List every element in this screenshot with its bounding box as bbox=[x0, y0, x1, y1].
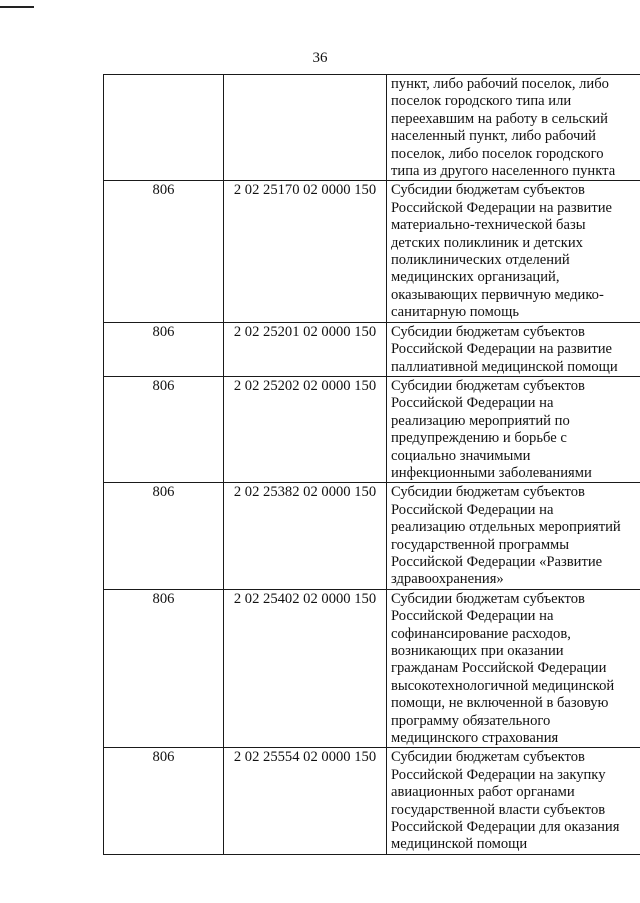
description-line: детских поликлиник и детских bbox=[391, 234, 583, 251]
admin-code-cell: 806 bbox=[104, 322, 224, 376]
admin-code-cell: 806 bbox=[104, 483, 224, 589]
page-number: 36 bbox=[312, 50, 328, 66]
budget-classification-code-cell: 2 02 25554 02 0000 150 bbox=[224, 748, 387, 854]
description-line: медицинского страхования bbox=[391, 730, 559, 747]
description-line: Российской Федерации на bbox=[391, 608, 554, 625]
description-line: Российской Федерации «Развитие bbox=[391, 553, 603, 570]
table-row bbox=[104, 483, 640, 589]
revenue-description-cell bbox=[387, 589, 640, 748]
revenue-description-cell bbox=[387, 322, 640, 376]
revenue-description-cell bbox=[387, 75, 640, 181]
table-row bbox=[104, 589, 640, 748]
description-line: материально-технической базы bbox=[391, 217, 586, 234]
description-line: санитарную помощь bbox=[391, 304, 519, 321]
budget-codes-table bbox=[103, 74, 640, 855]
description-line: Российской Федерации на bbox=[391, 395, 554, 412]
description-line: поселок, либо поселок городского bbox=[391, 145, 604, 162]
table-body bbox=[104, 75, 640, 855]
table-row bbox=[104, 748, 640, 854]
admin-code-cell: 806 bbox=[104, 589, 224, 748]
admin-code-cell: 806 bbox=[104, 748, 224, 854]
admin-code-cell: 806 bbox=[104, 376, 224, 482]
description-line: населенный пункт, либо рабочий bbox=[391, 128, 596, 145]
description-line: авиационных работ органами bbox=[391, 784, 575, 801]
description-line: Субсидии бюджетам субъектов bbox=[391, 484, 585, 501]
description-line: предупреждению и борьбе с bbox=[391, 430, 567, 447]
description-line: медицинских организаций, bbox=[391, 269, 560, 286]
description-line: Субсидии бюджетам субъектов bbox=[391, 749, 585, 766]
description-line: Субсидии бюджетам субъектов bbox=[391, 182, 585, 199]
budget-classification-code-cell: 2 02 25170 02 0000 150 bbox=[224, 181, 387, 322]
description-line: помощи, не включенной в базовую bbox=[391, 695, 609, 712]
description-line: высокотехнологичной медицинской bbox=[391, 677, 615, 694]
description-line: поликлинических отделений bbox=[391, 252, 570, 269]
description-line: программу обязательного bbox=[391, 712, 551, 729]
description-line: здравоохранения» bbox=[391, 571, 504, 588]
revenue-description-cell bbox=[387, 748, 640, 854]
scan-edge-mark bbox=[0, 6, 34, 8]
description-line: Российской Федерации для оказания bbox=[391, 819, 620, 836]
description-line: социально значимыми bbox=[391, 447, 531, 464]
description-line: Российской Федерации на развитие bbox=[391, 341, 612, 358]
budget-classification-code-cell: 2 02 25202 02 0000 150 bbox=[224, 376, 387, 482]
description-line: государственной власти субъектов bbox=[391, 801, 606, 818]
description-line: возникающих при оказании bbox=[391, 643, 564, 659]
description-line: Субсидии бюджетам субъектов bbox=[391, 377, 585, 394]
table-row bbox=[104, 181, 640, 322]
description-line: Субсидии бюджетам субъектов bbox=[391, 323, 585, 340]
description-line: государственной программы bbox=[391, 536, 570, 553]
description-line: переехавшим на работу в сельский bbox=[391, 110, 608, 127]
description-line: реализацию отдельных мероприятий bbox=[391, 519, 621, 536]
budget-classification-code-cell: 2 02 25201 02 0000 150 bbox=[224, 322, 387, 376]
description-line: пункт, либо рабочий поселок, либо bbox=[391, 76, 609, 92]
description-line: софинансирование расходов, bbox=[391, 625, 571, 642]
revenue-description-cell bbox=[387, 181, 640, 322]
table-row bbox=[104, 376, 640, 482]
description-line: оказывающих первичную медико- bbox=[391, 286, 604, 303]
description-line: инфекционными заболеваниями bbox=[391, 464, 592, 481]
description-line: типа из другого населенного пункта bbox=[391, 163, 616, 180]
revenue-description-cell bbox=[387, 483, 640, 589]
table-row bbox=[104, 75, 640, 181]
budget-classification-code-cell bbox=[224, 75, 387, 181]
budget-classification-code-cell: 2 02 25382 02 0000 150 bbox=[224, 483, 387, 589]
description-line: Российской Федерации на закупку bbox=[391, 766, 606, 783]
admin-code-cell bbox=[104, 75, 224, 181]
description-line: Субсидии бюджетам субъектов bbox=[391, 590, 585, 607]
description-line: паллиативной медицинской помощи bbox=[391, 358, 618, 375]
description-line: Российской Федерации на bbox=[391, 501, 554, 518]
description-line: поселок городского типа или bbox=[391, 93, 572, 110]
budget-classification-code-cell: 2 02 25402 02 0000 150 bbox=[224, 589, 387, 748]
admin-code-cell: 806 bbox=[104, 181, 224, 322]
description-line: гражданам Российской Федерации bbox=[391, 660, 607, 677]
table-row bbox=[104, 322, 640, 376]
description-line: медицинской помощи bbox=[391, 836, 528, 853]
description-line: реализацию мероприятий по bbox=[391, 412, 570, 429]
revenue-description-cell bbox=[387, 376, 640, 482]
description-line: Российской Федерации на развитие bbox=[391, 199, 612, 216]
